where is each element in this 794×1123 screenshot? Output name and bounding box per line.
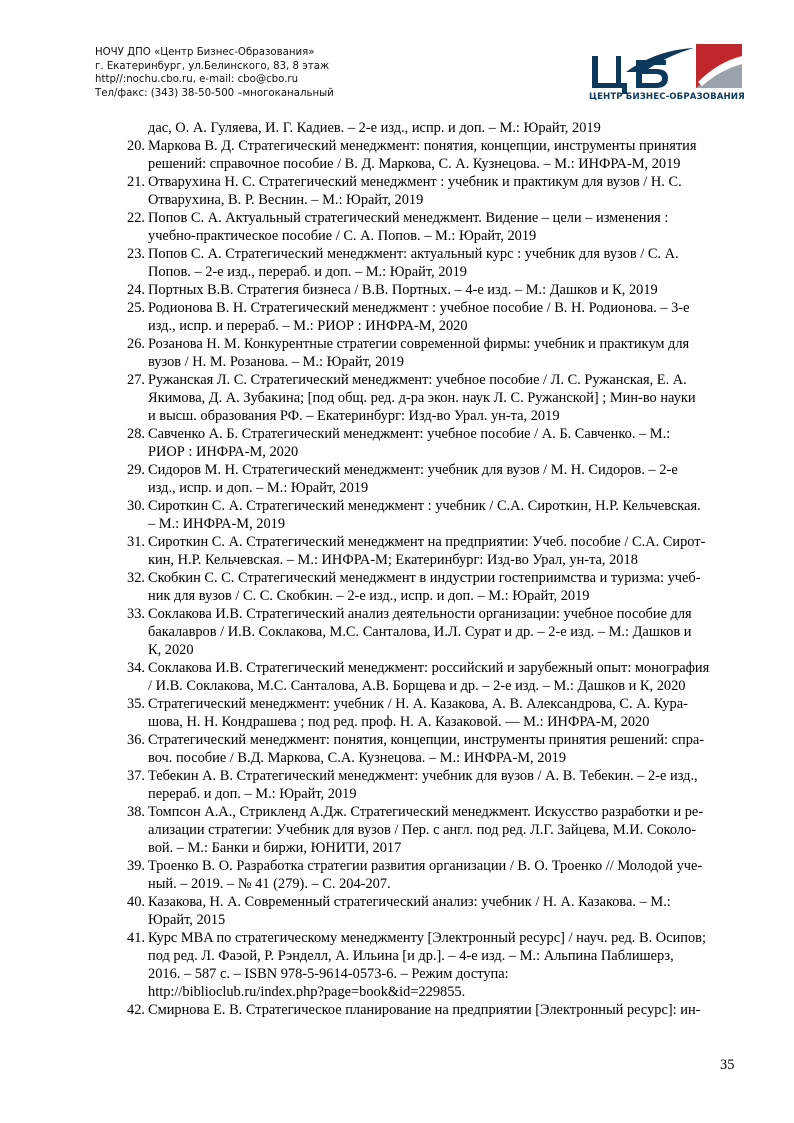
reference-line <box>110 551 770 569</box>
reference-number: 31. <box>127 534 145 550</box>
reference-text: шова, Н. Н. Кондрашева ; под ред. проф. Н. А. Казаковой. — М.: ИНФРА-М, 2020 <box>148 714 650 730</box>
reference-text: Портных В.В. Стратегия бизнеса / В.В. Портных. – 4-е изд. – М.: Дашков и К, 2019 <box>148 282 658 298</box>
reference-number: 28. <box>127 426 145 442</box>
reference-text: вой. – М.: Банки и биржи, ЮНИТИ, 2017 <box>148 840 402 856</box>
reference-line <box>110 407 770 425</box>
reference-number: 20. <box>127 138 145 154</box>
reference-line <box>110 587 770 605</box>
reference-text: – М.: ИНФРА-М, 2019 <box>148 516 286 532</box>
reference-line <box>110 533 770 551</box>
reference-text: Соклакова И.В. Стратегический анализ деятельности организации: учебное пособие для <box>148 606 692 622</box>
reference-line <box>110 479 770 497</box>
reference-text: Сироткин С. А. Стратегический менеджмент на предприятии: Учеб. пособие / С.А. Сирот- <box>148 534 706 550</box>
reference-text: Юрайт, 2015 <box>148 912 226 928</box>
reference-text: Маркова В. Д. Стратегический менеджмент: понятия, концепции, инструменты принятия <box>148 138 697 154</box>
reference-number: 21. <box>127 174 145 190</box>
reference-number: 27. <box>127 372 145 388</box>
reference-line <box>110 893 770 911</box>
reference-line <box>110 227 770 245</box>
reference-number: 42. <box>127 1002 145 1018</box>
reference-number: 40. <box>127 894 145 910</box>
reference-text: Казакова, Н. А. Современный стратегический анализ: учебник / Н. А. Казакова. – М.: <box>148 894 671 910</box>
reference-line <box>110 713 770 731</box>
reference-text: К, 2020 <box>148 642 194 658</box>
reference-text: кин, Н.Р. Кельчевская. – М.: ИНФРА-М; Екатеринбург: Изд-во Урал, ун-та, 2018 <box>148 552 638 568</box>
reference-number: 29. <box>127 462 145 478</box>
reference-text: Соклакова И.В. Стратегический менеджмент: российский и зарубежный опыт: монография <box>148 660 710 676</box>
reference-line <box>110 821 770 839</box>
reference-text: Смирнова Е. В. Стратегическое планирование на предприятии [Электронный ресурс]: ин- <box>148 1002 701 1018</box>
reference-text: вузов / Н. М. Розанова. – М.: Юрайт, 2019 <box>148 354 404 370</box>
reference-line <box>110 443 770 461</box>
reference-line <box>110 155 770 173</box>
reference-line <box>110 191 770 209</box>
reference-line <box>110 677 770 695</box>
reference-line <box>110 173 770 191</box>
reference-line <box>110 389 770 407</box>
reference-line <box>110 425 770 443</box>
reference-number: 36. <box>127 732 145 748</box>
reference-text: дас, О. А. Гуляева, И. Г. Кадиев. – 2-е изд., испр. и доп. – М.: Юрайт, 2019 <box>148 120 601 136</box>
reference-number: 23. <box>127 246 145 262</box>
reference-line <box>110 515 770 533</box>
reference-text: Троенко В. О. Разработка стратегии развития организации / В. О. Троенко // Молодой уче- <box>148 858 703 874</box>
reference-line <box>110 803 770 821</box>
reference-text: Сироткин С. А. Стратегический менеджмент : учебник / С.А. Сироткин, Н.Р. Кельчевская. <box>148 498 701 514</box>
reference-line <box>110 137 770 155</box>
reference-text: Родионова В. Н. Стратегический менеджмент : учебное пособие / В. Н. Родионова. – 3-е <box>148 300 690 316</box>
reference-text: Сидоров М. Н. Стратегический менеджмент: учебник для вузов / М. Н. Сидоров. – 2-е <box>148 462 678 478</box>
reference-line <box>110 911 770 929</box>
reference-line <box>110 875 770 893</box>
reference-text: Ружанская Л. С. Стратегический менеджмент: учебное пособие / Л. С. Ружанская, Е. А. <box>148 372 687 388</box>
reference-text: решений: справочное пособие / В. Д. Маркова, С. А. Кузнецова. – М.: ИНФРА-М, 2019 <box>148 156 681 172</box>
reference-text: изд., испр. и доп. – М.: Юрайт, 2019 <box>148 480 369 496</box>
reference-text: Якимова, Д. А. Зубакина; [под общ. ред. д-ра экон. наук Л. С. Ружанской] ; Мин-во науки <box>148 390 696 406</box>
reference-text: http://biblioclub.ru/index.php?page=book&id=229855. <box>148 984 466 1000</box>
reference-text: Курс MBA по стратегическому менеджменту [Электронный ресурс] / науч. ред. В. Осипов; <box>148 930 706 946</box>
reference-text: Попов. – 2-е изд., перераб. и доп. – М.: Юрайт, 2019 <box>148 264 468 280</box>
logo-caption: ЦЕНТР БИЗНЕС-ОБРАЗОВАНИЯ <box>589 92 745 102</box>
reference-line <box>110 641 770 659</box>
reference-text: Савченко А. Б. Стратегический менеджмент: учебное пособие / А. Б. Савченко. – М.: <box>148 426 671 442</box>
reference-number: 32. <box>127 570 145 586</box>
reference-line <box>110 317 770 335</box>
reference-number: 25. <box>127 300 145 316</box>
reference-number: 41. <box>127 930 145 946</box>
reference-number: 30. <box>127 498 145 514</box>
reference-text: Стратегический менеджмент: учебник / Н. А. Казакова, А. В. Александрова, С. А. Кура- <box>148 696 688 712</box>
reference-number: 39. <box>127 858 145 874</box>
reference-text: Скобкин С. С. Стратегический менеджмент в индустрии гостеприимства и туризма: учеб- <box>148 570 701 586</box>
reference-line <box>110 263 770 281</box>
reference-text: / И.В. Соклакова, М.С. Санталова, А.В. Борщева и др. – 2-е изд. – М.: Дашков и К, 2020 <box>148 678 686 694</box>
reference-line <box>110 335 770 353</box>
reference-line <box>110 695 770 713</box>
org-address: г. Екатеринбург, ул.Белинского, 83, 8 этаж <box>95 60 330 72</box>
reference-text: Томпсон А.А., Стрикленд А.Дж. Стратегический менеджмент. Искусство разработки и ре- <box>148 804 704 820</box>
reference-line <box>110 497 770 515</box>
reference-text: Тебекин А. В. Стратегический менеджмент: учебник для вузов / А. В. Тебекин. – 2-е изд., <box>148 768 698 784</box>
reference-line <box>110 605 770 623</box>
reference-text: и высш. образования РФ. – Екатеринбург: Изд-во Урал. ун-та, 2019 <box>148 408 560 424</box>
reference-text: Отварухина, В. Р. Веснин. – М.: Юрайт, 2019 <box>148 192 424 208</box>
reference-number: 37. <box>127 768 145 784</box>
reference-line <box>110 1001 770 1019</box>
reference-text: учебно-практическое пособие / С. А. Попов. – М.: Юрайт, 2019 <box>148 228 537 244</box>
reference-text: Отварухина Н. С. Стратегический менеджмент : учебник и практикум для вузов / Н. С. <box>148 174 682 190</box>
reference-line <box>110 767 770 785</box>
letterhead-contacts <box>95 46 334 100</box>
reference-text: ник для вузов / С. С. Скобкин. – 2-е изд., испр. и доп. – М.: Юрайт, 2019 <box>148 588 590 604</box>
reference-number: 22. <box>127 210 145 226</box>
reference-text: Розанова Н. М. Конкурентные стратегии современной фирмы: учебник и практикум для <box>148 336 690 352</box>
reference-line <box>110 785 770 803</box>
reference-line <box>110 749 770 767</box>
org-phone: Тел/факс: (343) 38-50-500 –многоканальный <box>95 87 334 99</box>
reference-line <box>110 965 770 983</box>
reference-line <box>110 371 770 389</box>
org-web-email: http//:nochu.cbo.ru, e-mail: cbo@cbo.ru <box>95 74 299 86</box>
reference-line <box>110 929 770 947</box>
reference-line <box>110 623 770 641</box>
reference-number: 34. <box>127 660 145 676</box>
reference-text: Стратегический менеджмент: понятия, концепции, инструменты принятия решений: спра- <box>148 732 705 748</box>
org-name: НОЧУ ДПО «Центр Бизнес-Образования» <box>95 47 315 58</box>
reference-text: перераб. и доп. – М.: Юрайт, 2019 <box>148 786 357 802</box>
reference-line <box>110 947 770 965</box>
reference-text: Попов С. А. Актуальный стратегический менеджмент. Видение – цели – изменения : <box>148 210 669 226</box>
reference-text: под ред. Л. Фаэой, Р. Рэнделл, А. Ильина [и др.]. – 4-е изд. – М.: Альпина Паблишерз, <box>148 948 674 964</box>
reference-number: 38. <box>127 804 145 820</box>
reference-line <box>110 119 770 137</box>
reference-line <box>110 731 770 749</box>
reference-number: 33. <box>127 606 145 622</box>
reference-text: РИОР : ИНФРА-М, 2020 <box>148 444 299 460</box>
reference-line <box>110 461 770 479</box>
reference-line <box>110 245 770 263</box>
reference-text: воч. пособие / В.Д. Маркова, С.А. Кузнецова. – М.: ИНФРА-М, 2019 <box>148 750 567 766</box>
reference-text: изд., испр. и перераб. – М.: РИОР : ИНФРА-М, 2020 <box>148 318 468 334</box>
reference-line <box>110 839 770 857</box>
reference-line <box>110 353 770 371</box>
reference-line <box>110 281 770 299</box>
reference-line <box>110 569 770 587</box>
reference-text: 2016. – 587 с. – ISBN 978-5-9614-0573-6. – Режим доступа: <box>148 966 509 982</box>
reference-line <box>110 983 770 1001</box>
reference-text: ализации стратегии: Учебник для вузов / Пер. с англ. под ред. Л.Г. Зайцева, М.И. Соколо- <box>148 822 697 838</box>
reference-line <box>110 299 770 317</box>
reference-text: ный. – 2019. – № 41 (279). – С. 204-207. <box>148 876 391 892</box>
reference-number: 35. <box>127 696 145 712</box>
page-number: 35 <box>720 1057 735 1073</box>
reference-line <box>110 209 770 227</box>
reference-line <box>110 659 770 677</box>
reference-number: 26. <box>127 336 145 352</box>
reference-list <box>110 119 770 1019</box>
reference-text: Попов С. А. Стратегический менеджмент: актуальный курс : учебник для вузов / С. А. <box>148 246 679 262</box>
reference-number: 24. <box>127 282 145 298</box>
reference-line <box>110 857 770 875</box>
reference-text: бакалавров / И.В. Соклакова, М.С. Санталова, И.Л. Сурат и др. – 2-е изд. – М.: Дашков и <box>148 624 692 640</box>
